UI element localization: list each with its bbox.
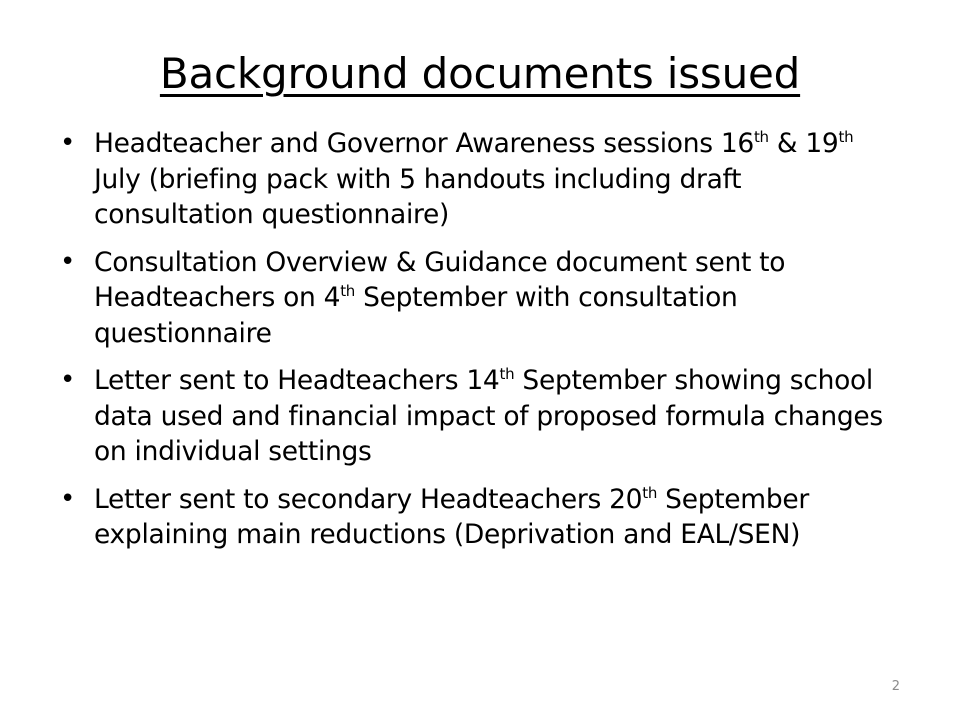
bullet-dot-icon: •: [60, 246, 76, 277]
ordinal-suffix: th: [642, 483, 658, 502]
bullet-item: [60, 126, 900, 233]
bullet-text: September showing school data used and financial impact of proposed formula changes on individual settings: [94, 365, 883, 467]
bullet-text: September explaining main reductions (Deprivation and EAL/SEN): [94, 483, 809, 550]
bullet-list: [60, 126, 900, 565]
bullet-text: Consultation Overview & Guidance document sent to Headteachers on 4: [94, 246, 786, 313]
bullet-dot-icon: •: [60, 128, 76, 158]
page-number: 2: [891, 679, 900, 694]
bullet-item: [60, 482, 900, 553]
bullet-item: [60, 363, 900, 470]
bullet-text: & 19: [768, 128, 839, 159]
ordinal-suffix: th: [753, 128, 769, 146]
ordinal-suffix: th: [340, 282, 356, 300]
bullet-text: Letter sent to secondary Headteachers 20: [94, 483, 643, 515]
bullet-dot-icon: •: [60, 365, 76, 395]
bullet-text: Letter sent to Headteachers 14: [94, 365, 500, 396]
bullet-item: [60, 245, 900, 352]
bullet-text: September with consultation questionnaire: [94, 282, 738, 349]
bullet-text: Headteacher and Governor Awareness sessions 16: [94, 128, 754, 159]
ordinal-suffix: th: [838, 128, 854, 146]
slide-title: Background documents issued: [159, 49, 801, 98]
bullet-text: July (briefing pack with 5 handouts including draft consultation questionnaire): [94, 163, 742, 230]
bullet-dot-icon: •: [60, 483, 76, 514]
ordinal-suffix: th: [499, 365, 515, 383]
